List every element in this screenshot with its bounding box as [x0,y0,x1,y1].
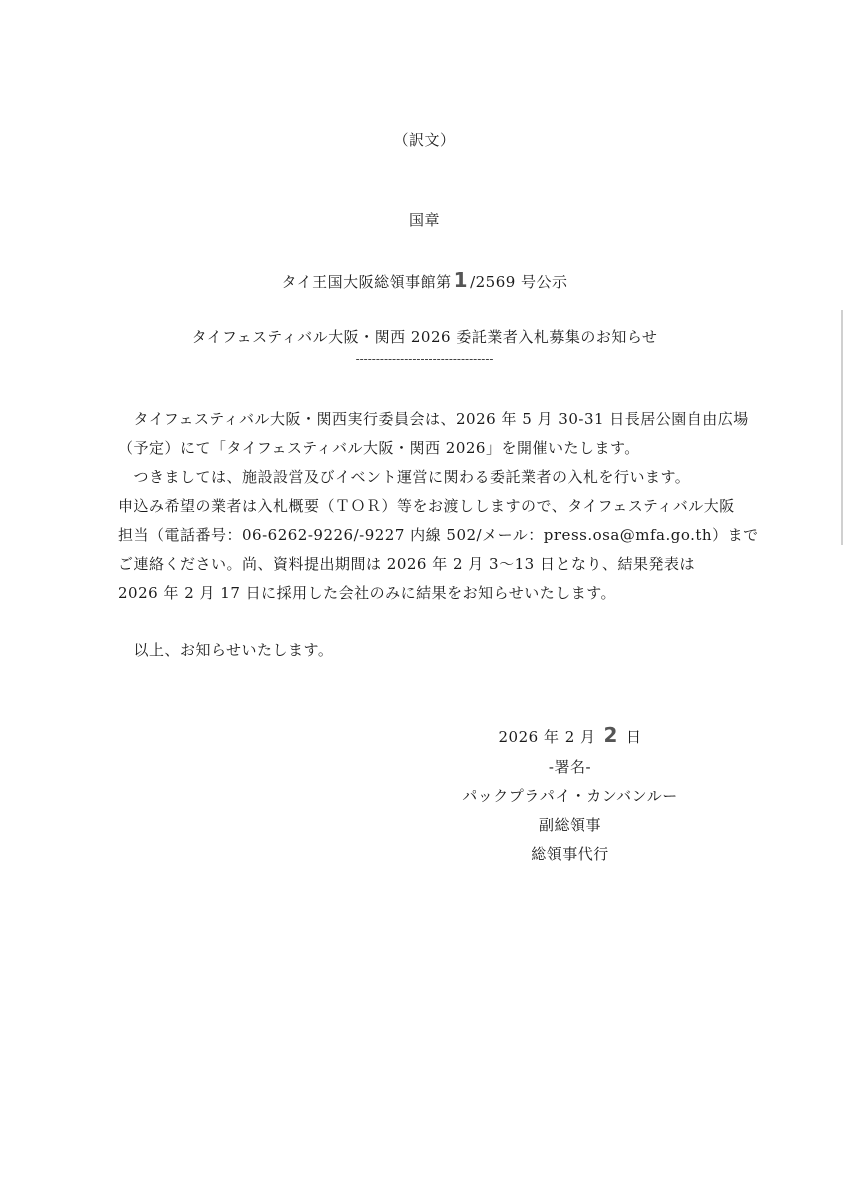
body-line-6: ご連絡ください。尚、資料提出期間は 2026 年 2 月 3～13 日となり、結果発表は [118,555,695,573]
body-line-1: タイフェスティバル大阪・関西実行委員会は、2026 年 5 月 30-31 日長居公園自由広場 [118,410,749,428]
body-line-2: （予定）にて「タイフェスティバル大阪・関西 2026」を開催いたします。 [118,439,640,457]
date-prefix: 2026 年 2 月 [498,728,596,746]
body-line-5: 担当（電話番号：06-6262-9226/-9227 内線 502/メール：press.osa@mfa.go.th）まで [118,526,759,544]
date-day: 2 [603,723,618,747]
scan-edge-mark [841,310,843,545]
closing-line: 以上、お知らせいたします。 [118,641,334,659]
body-line-3: つきましては、施設設営及びイベント運営に関わる委託業者の入札を行います。 [118,468,691,486]
translation-note: （訳文） [393,131,456,149]
notice-number-line [0,270,849,292]
subject-underline: ---------------------------------- [355,352,494,366]
notice-number: 1 [453,268,469,292]
body-line-4: 申込み希望の業者は入札概要（ＴＯＲ）等をお渡ししますので、タイフェスティバル大阪 [118,497,735,515]
notice-prefix: タイ王国大阪総領事館第 [281,273,452,291]
signatory-role-2: 総領事代行 [531,845,609,863]
signatory-role-1: 副総領事 [538,816,601,834]
signature-date [420,725,720,747]
notice-subject: タイフェスティバル大阪・関西 2026 委託業者入札募集のお知らせ [191,328,658,346]
notice-suffix: /2569 号公示 [470,273,568,291]
signed-mark: -署名- [548,758,592,776]
body-line-7: 2026 年 2 月 17 日に採用した会社のみに結果をお知らせいたします。 [118,584,616,602]
date-suffix: 日 [625,728,642,746]
emblem-label: 国章 [408,211,440,229]
signatory-name: パックプラパイ・カンバンルー [462,787,678,805]
